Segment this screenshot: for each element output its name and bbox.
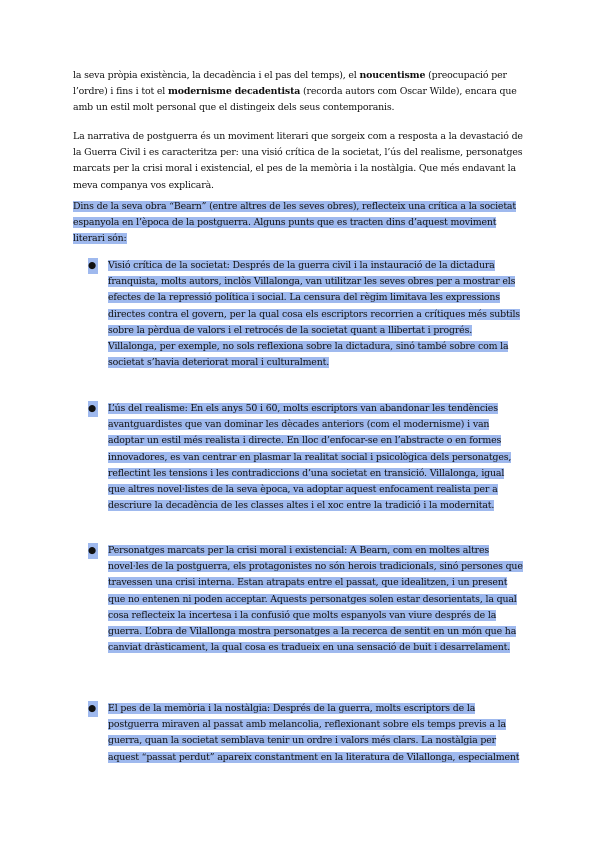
list-item	[88, 701, 523, 766]
bullet-icon: ●	[88, 258, 98, 274]
highlighted-text: Dins de la seva obra “Bearn” (entre altres de les seves obres), reflecteix una crítica a la societat espanyola en l’època de la postguerra. Alguns punts que es tracten dins d’aquest moviment literari són:	[73, 201, 516, 245]
bullet-icon: ●	[88, 543, 98, 559]
bullet-text-memory-nostalgia: El pes de la memòria i la nostàlgia: Després de la guerra, molts escriptors de la postguerra miraven al passat amb melancolia, reflexionant sobre els temps previs a la guerra, quan la societat semblava tenir un ordre i valors més clars. La nostàlgia per aquest “passat perdut” apareix constantment en la literatura de Vilallonga, especialment	[108, 703, 520, 763]
text-segment: (recorda autors com Oscar Wilde), encara que amb un estil molt personal que el distingeix dels seus contemporanis.	[73, 86, 517, 114]
bullet-icon: ●	[88, 701, 98, 717]
list-item	[88, 543, 523, 656]
list-item	[88, 258, 523, 371]
paragraph-intro-continuation	[73, 68, 523, 117]
term-modernisme-decadentista: modernisme decadentista	[167, 86, 301, 98]
paragraph-bearn-highlighted	[73, 199, 523, 248]
bullet-icon: ●	[88, 401, 98, 417]
list-item	[88, 401, 523, 514]
term-noucentisme: noucentisme	[359, 70, 426, 81]
text-segment: la seva pròpia existència, la decadència i el pas del temps), el	[73, 70, 360, 81]
bullet-text-realism: L’ús del realisme: En els anys 50 i 60, molts escriptors van abandonar les tendències avantguardistes que van dominar les dècades anteriors (com el modernisme) i van adoptar un estil més realista i directe. En lloc d’enfocar-se en l’abstracte o en formes innovadores, es van centrar en plasmar la realitat social i psicològica dels personatges, reflectint les tensions i les contradiccions d’una societat en transició. Villalonga, igual que altres novel·listes de la seva època, va adoptar aquest enfocament realista per a descriure la decadència de les classes altes i el xoc entre la tradició i la modernitat.	[108, 403, 512, 512]
text-segment: (preocupació per l’ordre) i fins i tot el	[73, 70, 507, 98]
bullet-text-moral-crisis: Personatges marcats per la crisi moral i existencial: A Bearn, com en moltes altres novel·les de la postguerra, els protagonistes no són herois tradicionals, sinó persones que travessen una crisi interna. Estan atrapats entre el passat, que idealitzen, i un present que no entenen ni poden acceptar. Aquests personatges solen estar desorientats, la qual cosa reflecteix la incertesa i la confusió que molts espanyols van viure després de la guerra. L’obra de Vilallonga mostra personatges a la recerca de sentit en un món que ha canviat dràsticament, la qual cosa es tradueix en una sensació de buit i desarrelament.	[108, 545, 523, 654]
bullet-text-critical-vision: Visió crítica de la societat: Després de la guerra civil i la instauració de la dictadura franquista, molts autors, inclòs Villalonga, van utilitzar les seves obres per a mostrar els efectes de la repressió política i social. La censura del règim limitava les expressions directes contra el govern, per la qual cosa els escriptors recorrien a crítiques més subtils sobre la pèrdua de valors i el retrocés de la societat quant a llibertat i progrés. Villalonga, per exemple, no sols reflexiona sobre la dictadura, sinó també sobre com la societat s’havia deteriorat moral i culturalment.	[108, 260, 520, 369]
paragraph-postwar-narrative: La narrativa de postguerra és un moviment literari que sorgeix com a resposta a la devastació de la Guerra Civil i es caracteritza per: una visió crítica de la societat, l’ús del realisme, personatges marcats per la crisi moral i existencial, el pes de la memòria i la nostàlgia. Que més endavant la meva companya vos explicarà.	[73, 131, 523, 191]
